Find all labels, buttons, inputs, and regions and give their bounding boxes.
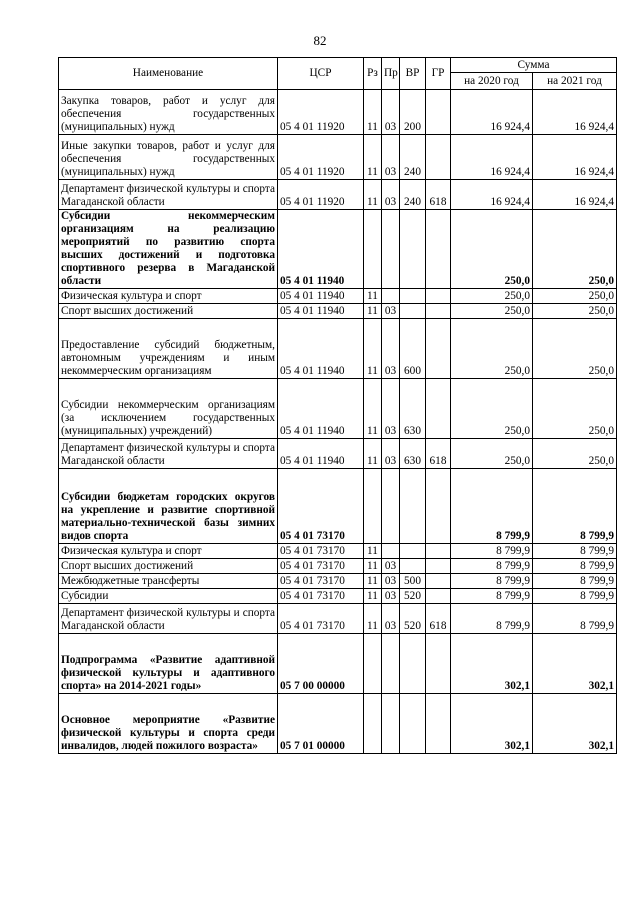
row-pr: [382, 634, 400, 694]
row-amount-2021: 8 799,9: [533, 559, 617, 574]
table-row: [59, 289, 617, 304]
row-csr: 05 7 01 00000: [278, 694, 364, 754]
table-row: [59, 469, 617, 544]
row-gr: [426, 90, 451, 135]
row-rz: 11: [364, 559, 382, 574]
row-amount-2020: 250,0: [451, 439, 533, 469]
row-pr: 03: [382, 574, 400, 589]
row-amount-2021: 8 799,9: [533, 469, 617, 544]
row-rz: 11: [364, 544, 382, 559]
row-name: Субсидии: [59, 589, 278, 604]
row-vr: [400, 544, 426, 559]
row-name: Подпрограмма «Развитие адаптивной физической культуры и адаптивного спорта» на 2014-2021 годы»: [59, 634, 278, 694]
table-row: [59, 180, 617, 210]
row-vr: 600: [400, 319, 426, 379]
row-csr: 05 4 01 11940: [278, 439, 364, 469]
row-amount-2021: 8 799,9: [533, 604, 617, 634]
row-vr: [400, 559, 426, 574]
row-rz: 11: [364, 180, 382, 210]
row-csr: 05 4 01 73170: [278, 469, 364, 544]
row-csr: 05 4 01 11920: [278, 135, 364, 180]
row-amount-2021: 250,0: [533, 439, 617, 469]
row-rz: 11: [364, 304, 382, 319]
row-csr: 05 4 01 11920: [278, 90, 364, 135]
row-csr: 05 4 01 73170: [278, 559, 364, 574]
table-row: [59, 604, 617, 634]
header-sum: Сумма: [451, 58, 617, 73]
row-csr: 05 4 01 73170: [278, 574, 364, 589]
row-rz: 11: [364, 135, 382, 180]
row-rz: 11: [364, 439, 382, 469]
row-pr: [382, 544, 400, 559]
budget-table: [58, 57, 617, 754]
row-vr: 520: [400, 589, 426, 604]
row-amount-2021: 302,1: [533, 694, 617, 754]
page-number: 82: [313, 33, 327, 48]
row-rz: 11: [364, 289, 382, 304]
row-rz: 11: [364, 90, 382, 135]
row-pr: 03: [382, 589, 400, 604]
row-csr: 05 4 01 73170: [278, 544, 364, 559]
row-amount-2020: 250,0: [451, 379, 533, 439]
row-rz: 11: [364, 589, 382, 604]
row-rz: 11: [364, 604, 382, 634]
row-gr: [426, 379, 451, 439]
row-csr: 05 4 01 11940: [278, 289, 364, 304]
row-pr: 03: [382, 604, 400, 634]
row-rz: [364, 694, 382, 754]
row-amount-2021: 250,0: [533, 289, 617, 304]
row-name: Департамент физической культуры и спорта Магаданской области: [59, 180, 278, 210]
row-pr: 03: [382, 439, 400, 469]
header-csr: ЦСР: [278, 58, 364, 90]
row-vr: [400, 289, 426, 304]
row-name: Департамент физической культуры и спорта Магаданской области: [59, 439, 278, 469]
header-name: Наименование: [59, 58, 278, 90]
row-vr: [400, 469, 426, 544]
row-gr: [426, 469, 451, 544]
row-name: Основное мероприятие «Развитие физической культуры и спорта среди инвалидов, людей пожилого возраста»: [59, 694, 278, 754]
row-vr: 200: [400, 90, 426, 135]
table-body: [59, 90, 617, 754]
row-vr: 520: [400, 604, 426, 634]
row-amount-2020: 302,1: [451, 634, 533, 694]
table-row: [59, 304, 617, 319]
row-amount-2020: 250,0: [451, 304, 533, 319]
row-csr: 05 4 01 11940: [278, 379, 364, 439]
row-amount-2021: 250,0: [533, 210, 617, 289]
header-rz: Рз: [364, 58, 382, 90]
row-amount-2020: 8 799,9: [451, 559, 533, 574]
row-name: Закупка товаров, работ и услуг для обеспечения государственных (муниципальных) нужд: [59, 90, 278, 135]
row-gr: [426, 694, 451, 754]
row-csr: 05 4 01 73170: [278, 589, 364, 604]
row-gr: [426, 544, 451, 559]
header-year-2021: на 2021 год: [533, 73, 617, 90]
row-gr: 618: [426, 180, 451, 210]
row-pr: [382, 210, 400, 289]
row-gr: [426, 319, 451, 379]
row-rz: 11: [364, 379, 382, 439]
row-pr: 03: [382, 135, 400, 180]
row-amount-2020: 16 924,4: [451, 135, 533, 180]
table-row: [59, 544, 617, 559]
row-name: Субсидии некоммерческим организациям на реализацию мероприятий по развитию спорта высших достижений и подготовка спортивного резерва в Магаданской области: [59, 210, 278, 289]
row-name: Субсидии бюджетам городских округов на укрепление и развитие спортивной материально-технической базы зимних видов спорта: [59, 469, 278, 544]
row-amount-2020: 8 799,9: [451, 604, 533, 634]
row-vr: [400, 694, 426, 754]
row-amount-2021: 8 799,9: [533, 589, 617, 604]
header-pr: Пр: [382, 58, 400, 90]
row-gr: [426, 289, 451, 304]
row-rz: 11: [364, 574, 382, 589]
row-gr: [426, 135, 451, 180]
row-vr: 630: [400, 379, 426, 439]
row-amount-2020: 250,0: [451, 289, 533, 304]
row-amount-2020: 16 924,4: [451, 90, 533, 135]
row-amount-2021: 8 799,9: [533, 544, 617, 559]
row-vr: 630: [400, 439, 426, 469]
row-amount-2021: 250,0: [533, 319, 617, 379]
table-row: [59, 210, 617, 289]
row-vr: [400, 210, 426, 289]
row-name: Межбюджетные трансферты: [59, 574, 278, 589]
row-vr: [400, 634, 426, 694]
table-row: [59, 634, 617, 694]
row-amount-2020: 8 799,9: [451, 544, 533, 559]
row-pr: [382, 469, 400, 544]
row-pr: [382, 289, 400, 304]
row-amount-2021: 16 924,4: [533, 180, 617, 210]
header-vr: ВР: [400, 58, 426, 90]
row-gr: [426, 589, 451, 604]
row-amount-2021: 250,0: [533, 304, 617, 319]
row-name: Иные закупки товаров, работ и услуг для обеспечения государственных (муниципальных) нужд: [59, 135, 278, 180]
row-amount-2020: 8 799,9: [451, 589, 533, 604]
row-csr: 05 4 01 11940: [278, 319, 364, 379]
row-amount-2021: 302,1: [533, 634, 617, 694]
row-gr: [426, 210, 451, 289]
table-row: [59, 319, 617, 379]
row-csr: 05 4 01 11940: [278, 210, 364, 289]
row-amount-2021: 8 799,9: [533, 574, 617, 589]
row-gr: 618: [426, 604, 451, 634]
row-pr: 03: [382, 90, 400, 135]
row-amount-2021: 250,0: [533, 379, 617, 439]
row-name: Субсидии некоммерческим организациям (за исключением государственных (муниципальных) учреждений): [59, 379, 278, 439]
header-gr: ГР: [426, 58, 451, 90]
row-pr: 03: [382, 559, 400, 574]
row-gr: [426, 634, 451, 694]
row-csr: 05 4 01 11940: [278, 304, 364, 319]
row-amount-2020: 250,0: [451, 210, 533, 289]
table-row: [59, 90, 617, 135]
row-name: Спорт высших достижений: [59, 559, 278, 574]
row-gr: [426, 304, 451, 319]
row-vr: [400, 304, 426, 319]
row-csr: 05 4 01 73170: [278, 604, 364, 634]
row-vr: 240: [400, 180, 426, 210]
table-row: [59, 694, 617, 754]
row-vr: 500: [400, 574, 426, 589]
row-gr: [426, 559, 451, 574]
table-row: [59, 135, 617, 180]
row-name: Предоставление субсидий бюджетным, автономным учреждениям и иным некоммерческим организациям: [59, 319, 278, 379]
table-row: [59, 439, 617, 469]
row-amount-2021: 16 924,4: [533, 90, 617, 135]
table-row: [59, 589, 617, 604]
row-pr: 03: [382, 319, 400, 379]
row-csr: 05 7 00 00000: [278, 634, 364, 694]
row-amount-2020: 16 924,4: [451, 180, 533, 210]
row-amount-2020: 250,0: [451, 319, 533, 379]
row-pr: 03: [382, 304, 400, 319]
row-amount-2020: 8 799,9: [451, 574, 533, 589]
row-rz: [364, 634, 382, 694]
row-pr: 03: [382, 379, 400, 439]
table-row: [59, 559, 617, 574]
row-name: Спорт высших достижений: [59, 304, 278, 319]
table-row: [59, 574, 617, 589]
row-rz: [364, 469, 382, 544]
row-amount-2021: 16 924,4: [533, 135, 617, 180]
row-name: Физическая культура и спорт: [59, 289, 278, 304]
row-pr: [382, 694, 400, 754]
header-year-2020: на 2020 год: [451, 73, 533, 90]
row-pr: 03: [382, 180, 400, 210]
row-name: Физическая культура и спорт: [59, 544, 278, 559]
row-gr: [426, 574, 451, 589]
row-amount-2020: 302,1: [451, 694, 533, 754]
row-csr: 05 4 01 11920: [278, 180, 364, 210]
row-amount-2020: 8 799,9: [451, 469, 533, 544]
row-name: Департамент физической культуры и спорта Магаданской области: [59, 604, 278, 634]
table-row: [59, 379, 617, 439]
row-gr: 618: [426, 439, 451, 469]
row-vr: 240: [400, 135, 426, 180]
row-rz: [364, 210, 382, 289]
row-rz: 11: [364, 319, 382, 379]
